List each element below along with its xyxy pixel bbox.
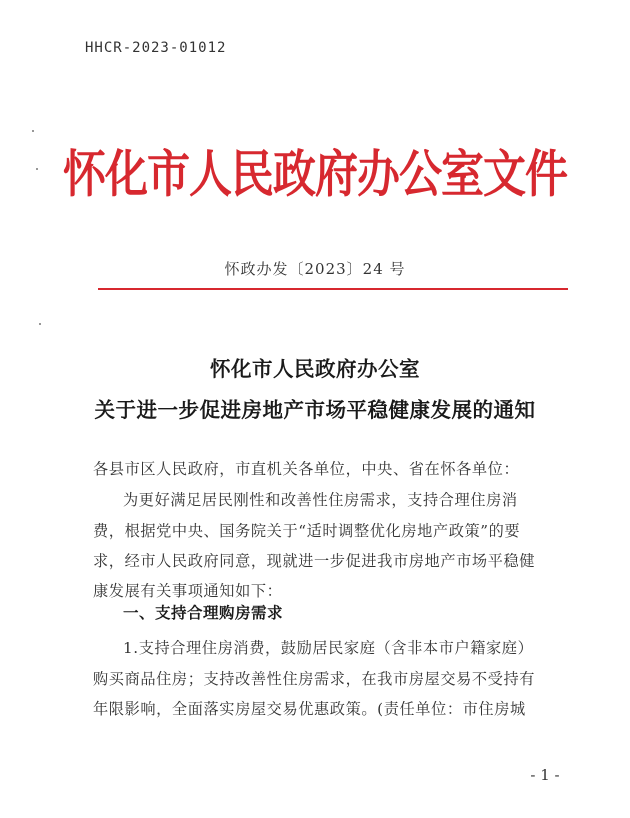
item-line-3: 年限影响，全面落实房屋交易优惠政策。(责任单位：市住房城 (93, 700, 526, 718)
title-line-1: 怀化市人民政府办公室 (210, 357, 420, 381)
item-line-2: 购买商品住房；支持改善性住房需求，在我市房屋交易不受持有 (93, 670, 536, 688)
intro-line-3: 求，经市人民政府同意，现就进一步促进我市房地产市场平稳健 (93, 552, 536, 570)
page-number-container (0, 766, 630, 784)
intro-line-1: 为更好满足居民刚性和改善性住房需求，支持合理住房消 (123, 491, 518, 509)
scan-speck (39, 323, 41, 325)
item-line-1: 1.支持合理住房消费，鼓励居民家庭（含非本市户籍家庭） (123, 639, 534, 657)
scan-speck (32, 130, 34, 132)
section-heading: 一、支持合理购房需求 (123, 604, 284, 622)
document-number: 怀政办发〔2023〕24 号 (224, 260, 406, 278)
page-number: - 1 - (530, 766, 560, 784)
document-code: HHCR-2023-01012 (85, 40, 227, 56)
scan-speck (36, 168, 38, 170)
red-divider (98, 288, 568, 290)
salutation: 各县市区人民政府，市直机关各单位，中央、省在怀各单位： (93, 460, 520, 478)
header-title: 怀化市人民政府办公室文件 (63, 145, 567, 205)
title-line-2: 关于进一步促进房地产市场平稳健康发展的通知 (94, 398, 536, 422)
intro-line-4: 康发展有关事项通知如下： (93, 582, 283, 600)
intro-line-2: 费，根据党中央、国务院关于“适时调整优化房地产政策”的要 (93, 522, 521, 540)
